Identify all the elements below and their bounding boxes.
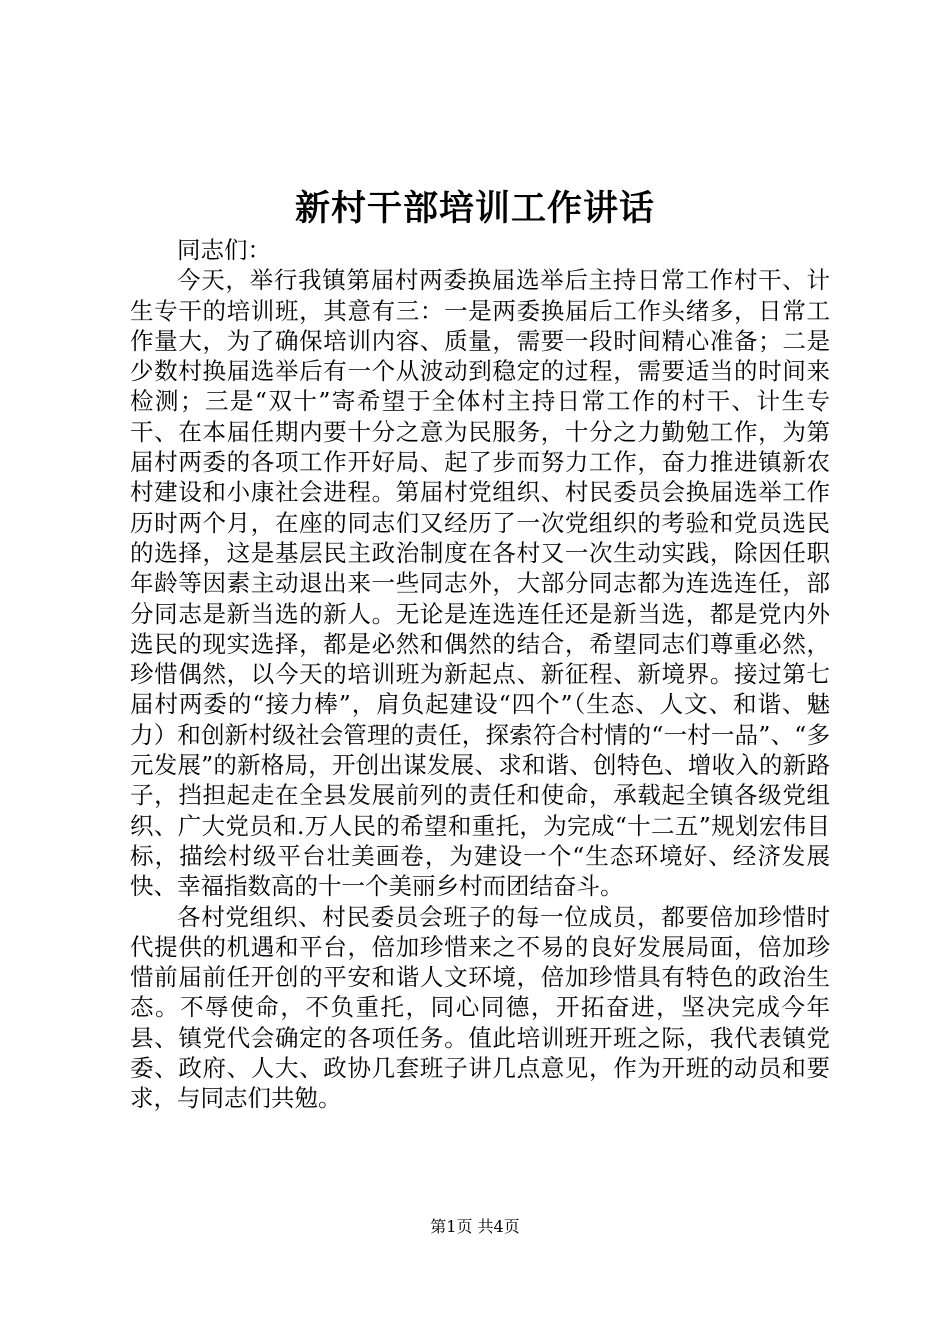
document-title: 新村干部培训工作讲话	[294, 188, 655, 229]
document-body	[130, 235, 830, 1114]
paragraph: 各村党组织、村民委员会班子的每一位成员，都要倍加珍惜时代提供的机遇和平台，倍加珍惜来之不易的良好发展局面，倍加珍惜前届前任开创的平安和谐人文环境，倍加珍惜具有特色的政治生态。不辱使命，不负重托，同心同德，开拓奋进，坚决完成今年县、镇党代会确定的各项任务。值此培训班开班之际，我代表镇党委、政府、人大、政协几套班子讲几点意见，作为开班的动员和要求，与同志们共勉。	[130, 902, 830, 1113]
page-footer: 第1页 共4页	[430, 1217, 520, 1236]
salutation: 同志们：	[177, 236, 271, 264]
paragraph: 今天，举行我镇第届村两委换届选举后主持日常工作村干、计生专干的培训班，其意有三：一是两委换届后工作头绪多，日常工作量大，为了确保培训内容、质量，需要一段时间精心准备；二是少数村换届选举后有一个从波动到稳定的过程，需要适当的时间来检测；三是“双十”寄希望于全体村主持日常工作的村干、计生专干、在本届任期内要十分之意为民服务，十分之力勤勉工作，为第届村两委的各项工作开好局、起了步而努力工作，奋力推进镇新农村建设和小康社会进程。第届村党组织、村民委员会换届选举工作历时两个月，在座的同志们又经历了一次党组织的考验和党员选民的选择，这是基层民主政治制度在各村又一次生动实践，除因任职年龄等因素主动退出来一些同志外，大部分同志都为连选连任，部分同志是新当选的新人。无论是连选连任还是新当选，都是党内外选民的现实选择，都是必然和偶然的结合，希望同志们尊重必然，珍惜偶然，以今天的培训班为新起点、新征程、新境界。接过第七届村两委的“接力棒”，肩负起建设“四个”（生态、人文、和谐、魅力）和创新村级社会管理的责任，探索符合村情的“一村一品”、“多元发展”的新格局，开创出谋发展、求和谐、创特色、增收入的新路子，挡担起走在全县发展前列的责任和使命，承载起全镇各级党组织、广大党员和.万人民的希望和重托，为完成“十二五”规划宏伟目标，描绘村级平台壮美画卷，为建设一个“生态环境好、经济发展快、幸福指数高的十一个美丽乡村而团结奋斗。	[130, 266, 830, 901]
